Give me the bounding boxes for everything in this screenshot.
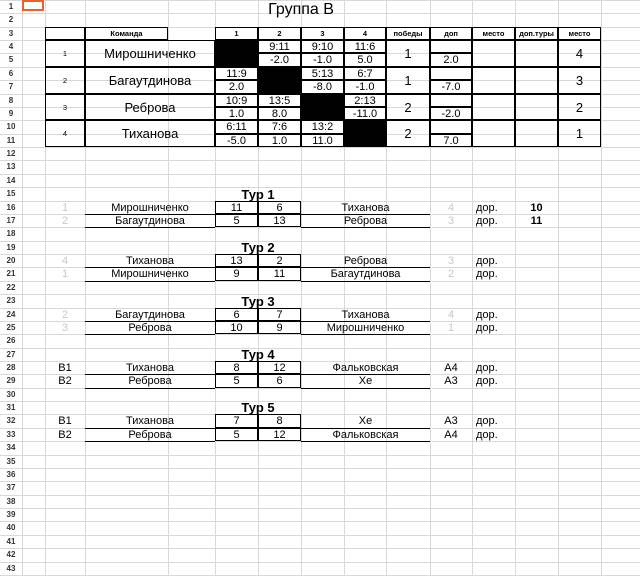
grid-row-line <box>0 294 640 295</box>
match-extra-value[interactable] <box>515 321 558 334</box>
match-diff[interactable]: -2.0 <box>258 53 301 67</box>
match-extra[interactable]: дор. <box>476 321 498 334</box>
match-score-right[interactable]: 2 <box>258 254 301 267</box>
match-left-player[interactable]: Тиханова <box>85 254 215 268</box>
grid-row-line <box>0 174 640 175</box>
grid-row-line <box>0 535 640 536</box>
match-right-seed: A3 <box>444 415 458 427</box>
match-extra[interactable]: дор. <box>476 415 498 427</box>
match-extra[interactable]: дор. <box>476 254 498 267</box>
match-diff[interactable]: 11.0 <box>301 134 344 147</box>
match-score[interactable]: 13:5 <box>258 94 301 107</box>
match-left-seed: 4 <box>61 254 69 267</box>
row-number[interactable]: 19 <box>6 243 16 252</box>
team-number: 3 <box>45 94 85 120</box>
row-number[interactable]: 7 <box>8 82 14 91</box>
match-left-seed: 2 <box>61 308 69 321</box>
header-wins: победы <box>386 27 430 40</box>
match-right-seed: 1 <box>447 321 455 334</box>
row-number[interactable]: 15 <box>6 189 16 198</box>
row-number[interactable]: 17 <box>6 216 16 225</box>
team-extra-empty[interactable] <box>430 40 472 53</box>
grid-row-line <box>0 160 640 161</box>
team-extra[interactable]: -2.0 <box>430 107 472 120</box>
match-right-seed: 3 <box>447 214 455 227</box>
row-number[interactable]: 37 <box>6 483 16 492</box>
self-match-blackout <box>301 94 344 120</box>
row-number[interactable]: 12 <box>6 149 16 158</box>
match-score[interactable]: 10:9 <box>215 94 258 107</box>
match-score[interactable]: 11:9 <box>215 67 258 80</box>
match-right-player[interactable]: Тиханова <box>301 308 430 322</box>
match-diff[interactable]: -5.0 <box>215 134 258 147</box>
team-place[interactable] <box>472 40 515 67</box>
team-name[interactable]: Мирошниченко <box>85 40 215 67</box>
grid-row-line <box>0 521 640 522</box>
match-left-player[interactable]: Тиханова <box>85 414 215 429</box>
match-score[interactable]: 7:6 <box>258 120 301 134</box>
header-number <box>45 27 85 40</box>
match-score-left[interactable]: 5 <box>215 428 258 441</box>
match-score[interactable]: 6:11 <box>215 120 258 134</box>
row-number[interactable]: 34 <box>6 443 16 452</box>
match-score-left[interactable]: 5 <box>215 374 258 388</box>
grid-column-line <box>601 0 602 575</box>
row-number[interactable]: 35 <box>6 457 16 466</box>
row-number[interactable]: 25 <box>6 323 16 332</box>
row-number[interactable]: 4 <box>8 42 14 51</box>
self-match-blackout <box>258 67 301 94</box>
team-number: 1 <box>45 40 85 67</box>
row-number[interactable]: 39 <box>6 510 16 519</box>
team-name[interactable]: Тиханова <box>85 120 215 147</box>
selected-cell[interactable] <box>22 0 44 11</box>
match-left-player[interactable]: Мирошниченко <box>85 267 215 282</box>
match-diff[interactable]: 1.0 <box>215 107 258 120</box>
grid-row-line <box>0 481 640 482</box>
header-place: место <box>472 27 515 40</box>
match-extra[interactable]: дор. <box>476 428 498 441</box>
match-extra-value[interactable]: 11 <box>530 214 543 227</box>
round-title: Тур 5 <box>241 401 275 414</box>
row-number[interactable]: 1 <box>8 2 14 11</box>
match-left-seed: B2 <box>58 428 72 441</box>
team-extra[interactable]: 2.0 <box>430 53 472 67</box>
match-diff[interactable]: -11.0 <box>344 107 386 120</box>
sheet-title: Группа B <box>268 1 334 18</box>
team-place-final[interactable]: 3 <box>558 67 601 94</box>
team-place[interactable] <box>472 94 515 120</box>
team-place[interactable] <box>472 120 515 147</box>
self-match-blackout <box>215 40 258 67</box>
team-number: 2 <box>45 67 85 94</box>
header-team: Команда <box>85 27 168 40</box>
row-number[interactable]: 28 <box>6 363 16 372</box>
row-number[interactable]: 26 <box>6 336 16 345</box>
team-wins[interactable]: 1 <box>386 67 430 94</box>
match-right-seed: 4 <box>447 201 455 214</box>
grid-row-line <box>0 241 640 242</box>
match-right-player[interactable]: Хе <box>301 374 430 389</box>
team-extra-rounds[interactable] <box>515 67 558 94</box>
team-extra-rounds[interactable] <box>515 40 558 67</box>
match-score[interactable]: 2:13 <box>344 94 386 107</box>
row-number[interactable]: 33 <box>6 430 16 439</box>
header-extra: доп <box>430 27 472 40</box>
match-left-player[interactable]: Багаутдинова <box>85 214 215 228</box>
match-right-seed: A4 <box>444 361 458 374</box>
row-number[interactable]: 6 <box>8 69 14 78</box>
match-extra[interactable]: дор. <box>476 375 498 387</box>
match-right-player[interactable]: Реброва <box>301 254 430 268</box>
match-score[interactable]: 9:11 <box>258 40 301 53</box>
match-left-seed: B1 <box>58 361 72 374</box>
match-score[interactable]: 11:6 <box>344 40 386 53</box>
match-score-right[interactable]: 7 <box>258 308 301 321</box>
match-right-seed: A3 <box>444 375 458 387</box>
row-number[interactable]: 23 <box>6 296 16 305</box>
match-diff[interactable]: 8.0 <box>258 107 301 120</box>
grid-row-line <box>0 468 640 469</box>
match-extra-value[interactable] <box>515 308 558 321</box>
round-title: Тур 2 <box>241 241 275 254</box>
grid-row-line <box>0 548 640 549</box>
match-score[interactable]: 5:13 <box>301 67 344 80</box>
team-extra-rounds[interactable] <box>515 120 558 147</box>
team-place-final[interactable]: 4 <box>558 40 601 67</box>
match-left-player[interactable]: Реброва <box>85 321 215 335</box>
header-extra-rounds: доп.туры <box>515 27 558 40</box>
match-score-left[interactable]: 8 <box>215 361 258 374</box>
match-left-seed: B1 <box>58 415 72 427</box>
match-extra-value[interactable]: 10 <box>530 201 543 214</box>
match-score-left[interactable]: 9 <box>215 267 258 281</box>
match-right-seed: 4 <box>447 308 455 321</box>
match-left-seed: 2 <box>61 214 69 227</box>
row-number[interactable]: 36 <box>6 470 16 479</box>
row-number[interactable]: 21 <box>6 269 16 278</box>
match-diff[interactable]: -1.0 <box>344 80 386 94</box>
match-diff[interactable]: -1.0 <box>301 53 344 67</box>
row-number[interactable]: 24 <box>6 310 16 319</box>
row-number[interactable]: 30 <box>6 390 16 399</box>
match-left-seed: 3 <box>61 321 69 334</box>
row-number[interactable]: 2 <box>8 15 14 24</box>
match-score-right[interactable]: 8 <box>258 414 301 428</box>
round-title: Тур 4 <box>241 348 275 361</box>
match-score[interactable]: 9:10 <box>301 40 344 53</box>
header-col-3: 3 <box>301 27 344 40</box>
match-left-player[interactable]: Тиханова <box>85 361 215 375</box>
row-number[interactable]: 22 <box>6 283 16 292</box>
self-match-blackout <box>344 120 386 147</box>
team-wins[interactable]: 2 <box>386 94 430 120</box>
match-score-right[interactable]: 12 <box>258 428 301 441</box>
team-extra-empty[interactable] <box>430 67 472 80</box>
row-number[interactable]: 16 <box>6 203 16 212</box>
match-score-right[interactable]: 12 <box>258 361 301 374</box>
match-score-right[interactable]: 13 <box>258 214 301 227</box>
match-right-seed: 2 <box>447 268 455 280</box>
team-place[interactable] <box>472 67 515 94</box>
row-number[interactable]: 5 <box>8 55 14 64</box>
match-extra[interactable]: дор. <box>476 308 498 321</box>
team-place-final[interactable]: 2 <box>558 94 601 120</box>
grid-row-line <box>0 562 640 563</box>
grid-row-line <box>0 147 640 148</box>
team-place-final[interactable]: 1 <box>558 120 601 147</box>
row-number[interactable]: 38 <box>6 497 16 506</box>
team-extra-rounds[interactable] <box>515 94 558 120</box>
match-right-player[interactable]: Реброва <box>301 214 430 228</box>
team-extra-empty[interactable] <box>430 94 472 107</box>
row-number[interactable]: 14 <box>6 176 16 185</box>
header-col-2: 2 <box>258 27 301 40</box>
match-diff[interactable]: 1.0 <box>258 134 301 147</box>
match-left-seed: 1 <box>61 268 69 280</box>
match-left-player[interactable]: Реброва <box>85 374 215 389</box>
team-wins[interactable]: 1 <box>386 40 430 67</box>
grid-row-line <box>0 187 640 188</box>
match-score-left[interactable]: 6 <box>215 308 258 321</box>
team-name[interactable]: Багаутдинова <box>85 67 215 94</box>
match-score-left[interactable]: 7 <box>215 414 258 428</box>
match-extra[interactable]: дор. <box>476 361 498 374</box>
row-number[interactable]: 3 <box>8 29 14 38</box>
header-col-1: 1 <box>215 27 258 40</box>
match-extra[interactable]: дор. <box>476 214 498 227</box>
match-score[interactable]: 13:2 <box>301 120 344 134</box>
row-number[interactable]: 43 <box>6 564 16 573</box>
match-score-left[interactable]: 13 <box>215 254 258 267</box>
header-col-4: 4 <box>344 27 386 40</box>
match-right-player[interactable]: Мирошниченко <box>301 321 430 335</box>
grid-row-line <box>0 455 640 456</box>
row-number[interactable]: 32 <box>6 416 16 425</box>
match-right-player[interactable]: Хе <box>301 414 430 429</box>
team-name[interactable]: Реброва <box>85 94 215 120</box>
team-extra[interactable]: -7.0 <box>430 80 472 94</box>
match-left-player[interactable]: Реброва <box>85 428 215 442</box>
team-extra-empty[interactable] <box>430 120 472 134</box>
match-score-right[interactable]: 6 <box>258 374 301 388</box>
match-left-seed: B2 <box>58 375 72 387</box>
row-number[interactable]: 13 <box>6 162 16 171</box>
row-number[interactable]: 29 <box>6 376 16 385</box>
match-extra[interactable]: дор. <box>476 201 498 214</box>
match-right-player[interactable]: Тиханова <box>301 201 430 215</box>
match-extra-value[interactable] <box>515 414 558 428</box>
row-number[interactable]: 9 <box>8 109 14 118</box>
match-diff[interactable]: -8.0 <box>301 80 344 94</box>
row-number[interactable]: 8 <box>8 96 14 105</box>
match-extra[interactable]: дор. <box>476 268 498 280</box>
match-right-player[interactable]: Фальковская <box>301 428 430 442</box>
row-number[interactable]: 18 <box>6 229 16 238</box>
match-left-player[interactable]: Багаутдинова <box>85 308 215 322</box>
row-number[interactable]: 20 <box>6 256 16 265</box>
row-number[interactable]: 11 <box>6 136 16 145</box>
row-number[interactable]: 10 <box>6 122 16 131</box>
match-diff[interactable]: 5.0 <box>344 53 386 67</box>
grid-row-line <box>0 495 640 496</box>
round-title: Тур 3 <box>241 294 275 308</box>
match-right-player[interactable]: Багаутдинова <box>301 267 430 282</box>
grid-column-line <box>22 0 23 575</box>
grid-row-line <box>0 508 640 509</box>
match-right-player[interactable]: Фальковская <box>301 361 430 375</box>
match-diff[interactable]: 2.0 <box>215 80 258 94</box>
row-number[interactable]: 40 <box>6 523 16 532</box>
header-place-final: место <box>558 27 601 40</box>
match-score-right[interactable]: 9 <box>258 321 301 334</box>
grid-row-line <box>0 348 640 349</box>
match-right-seed: A4 <box>444 428 458 441</box>
match-left-seed: 1 <box>61 201 69 214</box>
match-left-player[interactable]: Мирошниченко <box>85 201 215 215</box>
match-score-right[interactable]: 6 <box>258 201 301 214</box>
team-number: 4 <box>45 120 85 147</box>
match-right-seed: 3 <box>447 254 455 267</box>
match-score-left[interactable]: 10 <box>215 321 258 334</box>
match-score-left[interactable]: 11 <box>215 201 258 214</box>
row-number[interactable]: 27 <box>6 350 16 359</box>
match-extra-value[interactable] <box>515 267 558 281</box>
match-extra-value[interactable] <box>515 254 558 267</box>
team-wins[interactable]: 2 <box>386 120 430 147</box>
match-extra-value[interactable] <box>515 361 558 374</box>
row-number[interactable]: 31 <box>6 403 16 412</box>
grid-row-line <box>0 401 640 402</box>
match-score-left[interactable]: 5 <box>215 214 258 227</box>
match-extra-value[interactable] <box>515 428 558 441</box>
match-extra-value[interactable] <box>515 374 558 388</box>
match-score[interactable]: 6:7 <box>344 67 386 80</box>
team-extra[interactable]: 7.0 <box>430 134 472 147</box>
round-title: Тур 1 <box>241 187 275 201</box>
row-number[interactable]: 41 <box>6 537 16 546</box>
row-number[interactable]: 42 <box>6 550 16 559</box>
match-score-right[interactable]: 11 <box>258 267 301 281</box>
